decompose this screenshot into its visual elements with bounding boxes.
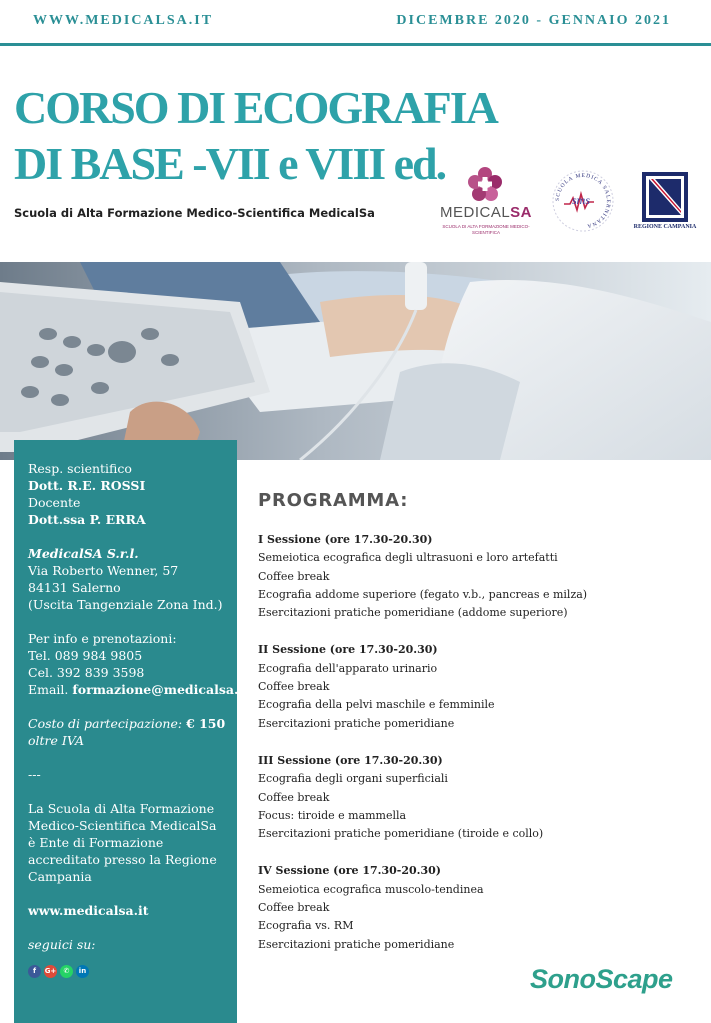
- address-city: 84131 Salerno: [28, 580, 121, 595]
- course-title-line1: CORSO DI ECOGRAFIA: [14, 82, 497, 133]
- session-2: [258, 641, 698, 732]
- session-item: Coffee break: [258, 680, 330, 694]
- medicalsa-flower-icon: [467, 166, 503, 202]
- resp-label: Resp. scientifico: [28, 461, 132, 476]
- sonoscape-logo: SonoScape: [530, 964, 673, 994]
- cost-value: € 150: [186, 716, 226, 731]
- session-title: II Sessione (ore 17.30-20.30): [258, 643, 438, 657]
- session-item: Ecografia addome superiore (fegato v.b., pancreas e milza): [258, 587, 588, 601]
- session-item: Esercitazioni pratiche pomeridiane (addome superiore): [258, 606, 568, 620]
- session-item: Esercitazioni pratiche pomeridiane: [258, 716, 455, 730]
- session-item: Coffee break: [258, 901, 330, 915]
- svg-text:sms: sms: [572, 193, 591, 207]
- session-item: Esercitazioni pratiche pomeridiane: [258, 937, 455, 951]
- medicalsa-logo-text: MEDICALSA: [439, 204, 533, 221]
- course-dates: DICEMBRE 2020 - GENNAIO 2021: [396, 13, 671, 28]
- session-1: [258, 531, 698, 622]
- session-3: [258, 752, 698, 843]
- session-title: III Sessione (ore 17.30-20.30): [258, 753, 443, 767]
- ultrasound-scene-image: [0, 262, 711, 460]
- google-plus-icon[interactable]: G+: [44, 965, 57, 978]
- ultrasound-photo: [0, 262, 711, 460]
- regione-campania-logo: [632, 170, 698, 236]
- top-bar: [0, 0, 711, 46]
- info-label: Per info e prenotazioni:: [28, 631, 177, 646]
- session-item: Semeiotica ecografica degli ultrasuoni e loro artefatti: [258, 551, 558, 565]
- accreditation-text: La Scuola di Alta Formazione Medico-Scientifica MedicalSa è Ente di Formazione accreditato presso la Regione Campania: [28, 801, 217, 884]
- docente-label: Docente: [28, 495, 81, 510]
- svg-text:SCUOLA MEDICA SALERNITANA: SCUOLA MEDICA SALERNITANA: [554, 172, 612, 229]
- medicalsa-logo: [436, 162, 536, 240]
- session-item: Ecografia della pelvi maschile e femminile: [258, 698, 495, 712]
- school-subtitle: Scuola di Alta Formazione Medico-Scientifica MedicalSa: [14, 206, 375, 220]
- follow-label: seguici su:: [28, 937, 96, 952]
- social-icons: [28, 965, 223, 978]
- facebook-icon[interactable]: f: [28, 965, 41, 978]
- regione-campania-shield-icon: [632, 170, 698, 224]
- address-note: (Uscita Tangenziale Zona Ind.): [28, 597, 223, 612]
- company-name: MedicalSA S.r.l.: [28, 546, 139, 561]
- session-item: Ecografia dell'apparato urinario: [258, 661, 438, 675]
- cost-label: Costo di partecipazione:: [28, 716, 183, 731]
- logos-row: [436, 162, 706, 242]
- docente-name: Dott.ssa P. ERRA: [28, 512, 146, 527]
- email-label: Email.: [28, 682, 69, 697]
- separator: ---: [28, 767, 41, 782]
- session-item: Esercitazioni pratiche pomeridiane (tiroide e collo): [258, 827, 544, 841]
- regione-campania-label: REGIONE CAMPANIA: [633, 224, 697, 230]
- whatsapp-icon[interactable]: ✆: [60, 965, 73, 978]
- course-title-line2: DI BASE -VII e VIII ed.: [14, 138, 446, 189]
- tel-number[interactable]: Tel. 089 984 9805: [28, 648, 143, 663]
- cost-row: [28, 715, 226, 732]
- cel-number[interactable]: Cel. 392 839 3598: [28, 665, 145, 680]
- info-sidebar: [14, 440, 249, 1023]
- email-row: [28, 681, 249, 698]
- session-item: Focus: tiroide e mammella: [258, 808, 407, 822]
- linkedin-icon[interactable]: in: [76, 965, 89, 978]
- session-item: Semeiotica ecografica muscolo-tendinea: [258, 882, 484, 896]
- programma-section: [258, 490, 698, 973]
- scuola-medica-salernitana-seal-icon: [550, 168, 616, 234]
- session-item: Coffee break: [258, 790, 330, 804]
- email-link[interactable]: formazione@medicalsa.it: [72, 682, 249, 697]
- session-item: Ecografia degli organi superficiali: [258, 772, 448, 786]
- cost-note: oltre IVA: [28, 733, 85, 748]
- session-title: I Sessione (ore 17.30-20.30): [258, 533, 433, 546]
- resp-name: Dott. R.E. ROSSI: [28, 478, 146, 493]
- website-sidebar-link[interactable]: www.medicalsa.it: [28, 903, 149, 918]
- course-title: [14, 80, 497, 192]
- session-item: Ecografia vs. RM: [258, 919, 354, 933]
- website-link[interactable]: WWW.MEDICALSA.IT: [33, 13, 214, 28]
- session-4: [258, 862, 698, 953]
- session-item: Coffee break: [258, 569, 330, 583]
- medicalsa-logo-tagline: SCUOLA DI ALTA FORMAZIONE MEDICO-SCIENTIFICA: [442, 224, 530, 235]
- session-title: IV Sessione (ore 17.30-20.30): [258, 864, 442, 878]
- address-street: Via Roberto Wenner, 57: [28, 563, 179, 578]
- programma-heading: PROGRAMMA:: [258, 490, 409, 511]
